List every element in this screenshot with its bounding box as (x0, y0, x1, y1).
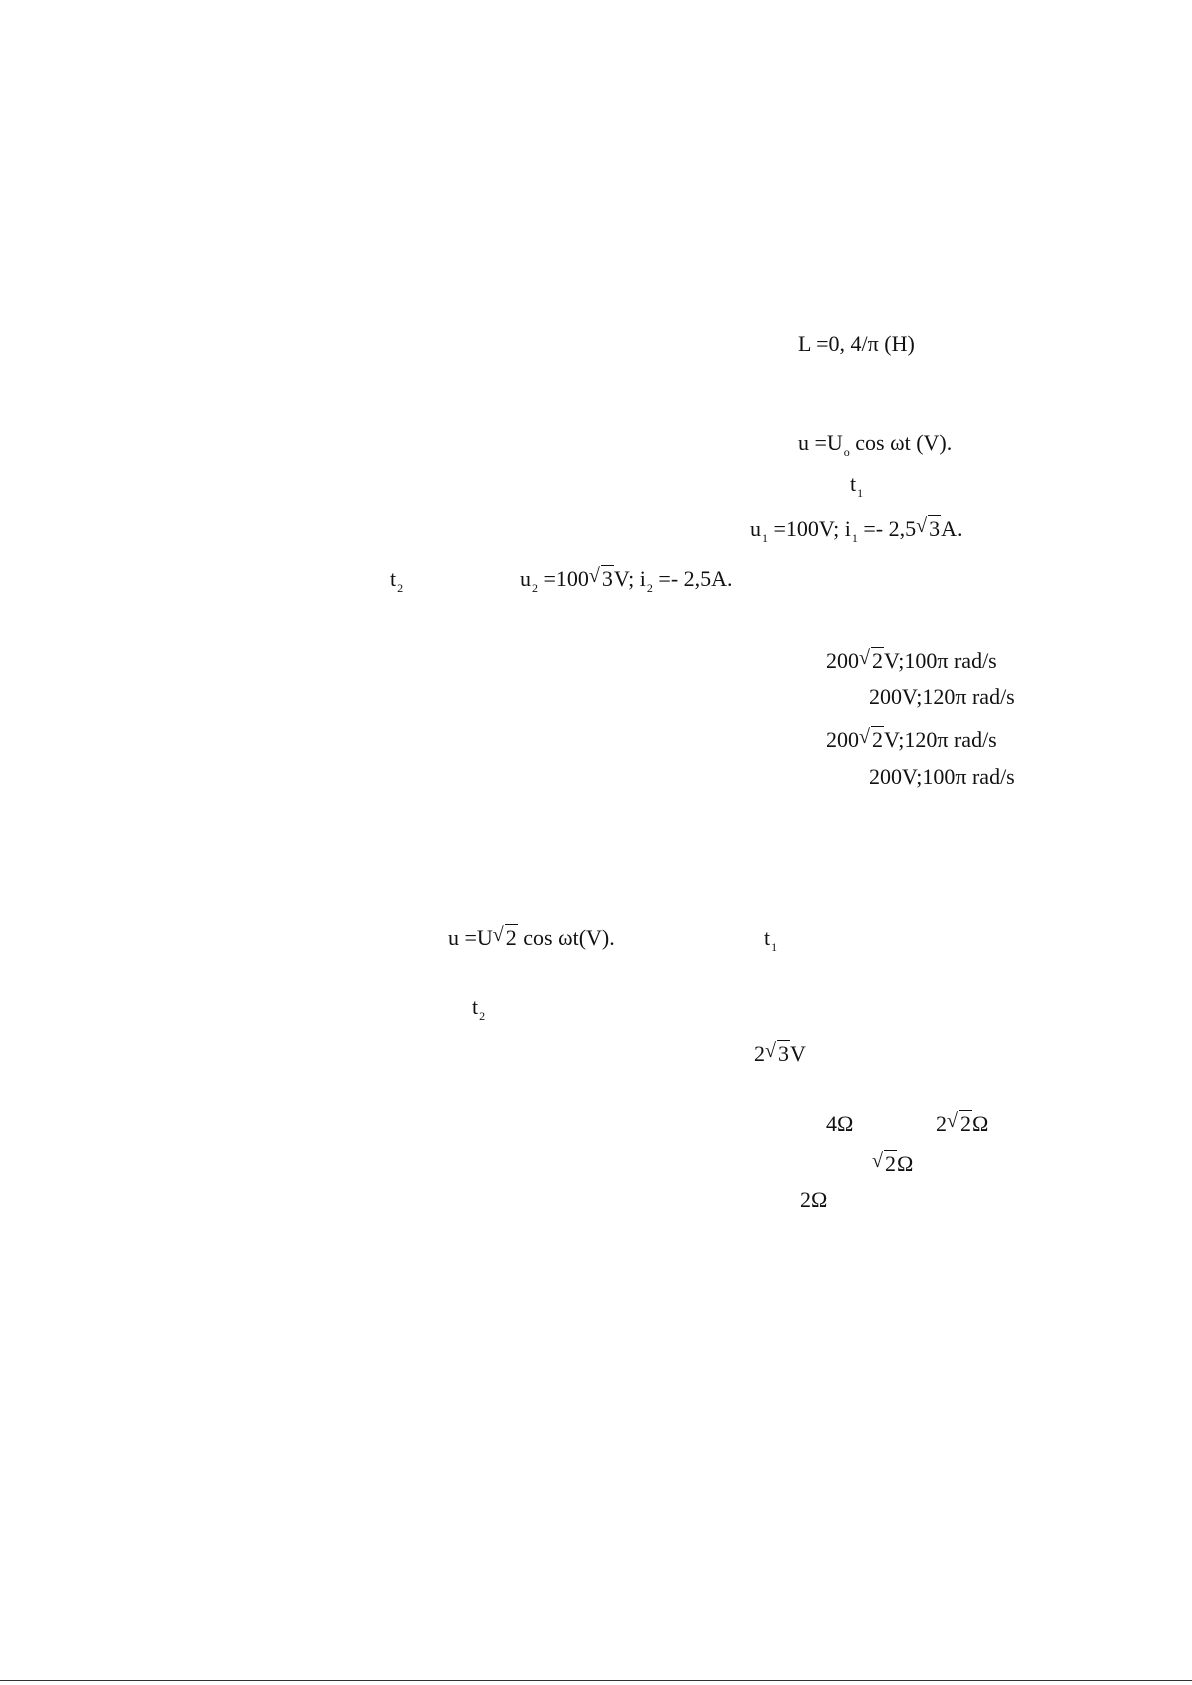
instant-values-1: $u_1 =100V$; $i_1 =- 2,5√$ 3A. (750, 518, 963, 544)
answer-resistance-c: √ 2Ω (872, 1153, 913, 1175)
instant-values-2: $u_2 =100√$ 3V; $i_2 =- 2,5A$. (520, 568, 733, 594)
voltage-formula-1: $u =U_o$ cos ωt (V). (798, 430, 953, 459)
time-t1-label-2: $t_1$ (764, 925, 778, 954)
voltage-formula-2: u =U√ 2 cos ωt(V). (448, 927, 615, 949)
time-t1-label: $t_1$ (850, 471, 864, 500)
time-t2-label: $t_2$ (390, 566, 404, 595)
answer-resistance-d: 2Ω (800, 1187, 828, 1212)
answer-d: 200V;100π rad/s (869, 764, 1015, 789)
answer-resistance-a: 4Ω (826, 1111, 854, 1136)
answer-c: 200√ 2V;120π rad/s (826, 729, 997, 751)
voltage-value: 2√ 3V (754, 1043, 806, 1065)
answer-a: 200√ 2V;100π rad/s (826, 650, 997, 672)
inductance-formula: L =0, 4/π (H) (798, 331, 915, 356)
answer-b: 200V;120π rad/s (869, 684, 1015, 709)
page-bottom-rule (0, 1680, 1192, 1681)
time-t2-label-2: $t_2$ (472, 994, 486, 1023)
answer-resistance-b: 2√ 2Ω (936, 1113, 988, 1135)
